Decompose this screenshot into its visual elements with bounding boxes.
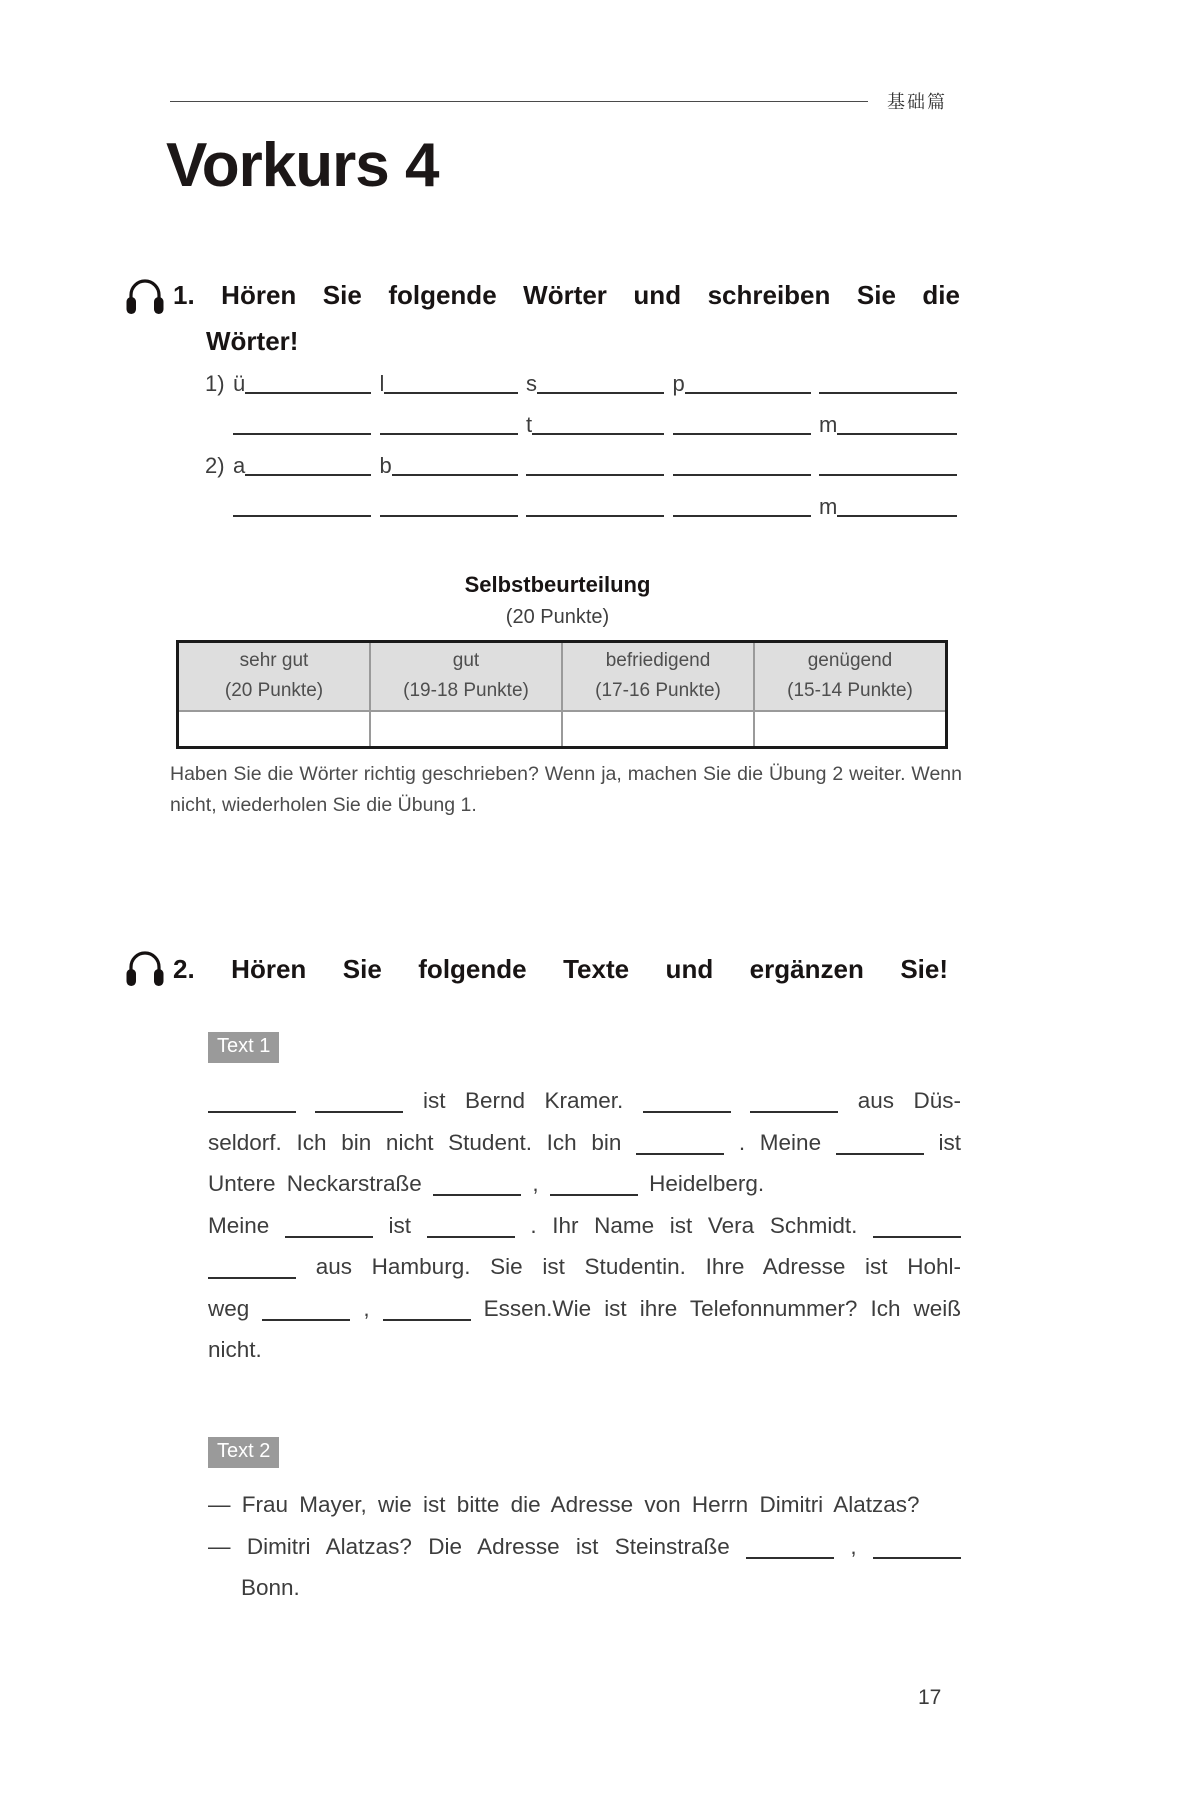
- fill-in-blank: [643, 1111, 731, 1113]
- row-number: 2): [205, 453, 225, 478]
- fill-in-blank: [746, 1557, 834, 1559]
- table-empty-cell: [563, 712, 755, 746]
- blank-cell: [526, 448, 664, 478]
- text1-line: Meine ist . Ihr Name ist Vera Schmidt.: [208, 1205, 961, 1247]
- text1-line: seldorf. Ich bin nicht Student. Ich bin . Meine ist: [208, 1129, 961, 1155]
- text1-line: weg , Essen.Wie ist ihre Telefonnummer? Ich weiß: [208, 1295, 961, 1321]
- text1-line: aus Hamburg. Sie ist Studentin. Ihre Adresse ist Hohl-: [208, 1246, 961, 1288]
- blank-cell: b: [380, 448, 518, 478]
- blank-line: [537, 392, 664, 394]
- blank-line: [837, 433, 957, 435]
- blank-cell: [819, 448, 957, 478]
- fill-in-blank: [433, 1194, 521, 1196]
- row-number: 1): [205, 371, 225, 396]
- fill-in-blank: [873, 1236, 961, 1238]
- blank-cell: [380, 407, 518, 437]
- blank-line: [392, 474, 518, 476]
- text2-body: [208, 1484, 961, 1609]
- headphones-icon: [123, 948, 167, 988]
- self-assessment-table: [176, 640, 948, 749]
- blank-line: [819, 392, 957, 394]
- table-header-row: [179, 643, 945, 712]
- blank-line: [837, 515, 957, 517]
- blank-line: [526, 474, 664, 476]
- fill-in-blank: [427, 1236, 515, 1238]
- fill-in-blank: [383, 1319, 471, 1321]
- blank-cell: [526, 489, 664, 519]
- self-assessment-subtitle: (20 Punkte): [505, 606, 610, 628]
- blank-line: [819, 474, 957, 476]
- header-rule: [170, 101, 868, 102]
- self-assessment-title: Selbstbeurteilung: [464, 572, 651, 597]
- fill-in-blank: [550, 1194, 638, 1196]
- blank-line: [673, 515, 811, 517]
- blank-cell: [673, 407, 811, 437]
- fill-in-blank: [836, 1153, 924, 1155]
- blank-line: [685, 392, 811, 394]
- fill-in-blank: [208, 1111, 296, 1113]
- text2-label: Text 2: [208, 1437, 279, 1468]
- blank-cell: l: [380, 366, 518, 396]
- exercise1-heading: [173, 272, 960, 364]
- text1-line: ist Bernd Kramer. aus Düs-: [208, 1080, 961, 1122]
- fill-in-blank: [208, 1277, 296, 1279]
- headphones-icon: [123, 276, 167, 316]
- exercise1-heading-line1: 1. Hören Sie folgende Wörter und schreiben Sie die: [173, 280, 960, 310]
- blank-cell: ü: [233, 366, 371, 396]
- exercise1-blanks-grid: [205, 366, 957, 530]
- fill-in-blank: [873, 1557, 961, 1559]
- table-body-row: [179, 712, 945, 746]
- blank-line: [532, 433, 664, 435]
- fill-in-blank: [636, 1153, 724, 1155]
- exercise1-heading-line2: Wörter!: [206, 326, 299, 356]
- blank-line: [673, 433, 811, 435]
- table-header-cell: befriedigend (17-16 Punkte): [563, 643, 755, 712]
- blank-cell: m: [819, 489, 957, 519]
- blank-cell: [380, 489, 518, 519]
- blank-line: [380, 515, 518, 517]
- blank-cell: a: [233, 448, 371, 478]
- text2-line: — Frau Mayer, wie ist bitte die Adresse von Herrn Dimitri Alatzas?: [208, 1492, 920, 1517]
- blanks-row-2: [205, 407, 957, 437]
- fill-in-blank: [315, 1111, 403, 1113]
- blank-cell: [673, 489, 811, 519]
- text1-line: nicht.: [208, 1337, 262, 1362]
- page-number: 17: [918, 1686, 942, 1709]
- blanks-row-1: [205, 366, 957, 396]
- blank-line: [245, 474, 371, 476]
- section-tag: 基础篇: [887, 92, 947, 112]
- blank-cell: p: [673, 366, 811, 396]
- blank-line: [673, 474, 811, 476]
- blank-cell: [233, 407, 371, 437]
- blank-line: [384, 392, 517, 394]
- blank-cell: m: [819, 407, 957, 437]
- blank-line: [233, 515, 371, 517]
- blank-line: [526, 515, 664, 517]
- blanks-row-4: [205, 489, 957, 519]
- text2-line: Bonn.: [241, 1575, 300, 1600]
- table-header-cell: gut (19-18 Punkte): [371, 643, 563, 712]
- blank-cell: [819, 366, 957, 396]
- fill-in-blank: [750, 1111, 838, 1113]
- exercise2-heading: 2. Hören Sie folgende Texte und ergänzen Sie!: [173, 954, 948, 984]
- blank-cell: s: [526, 366, 664, 396]
- text2-line: — Dimitri Alatzas? Die Adresse ist Steinstraße ,: [208, 1526, 961, 1568]
- table-header-cell: genügend (15-14 Punkte): [755, 643, 945, 712]
- text1-label: Text 1: [208, 1032, 279, 1063]
- text1-line: Untere Neckarstraße , Heidelberg.: [208, 1171, 765, 1196]
- exercise1-note: Haben Sie die Wörter richtig geschrieben? Wenn ja, machen Sie die Übung 2 weiter. Wenn nicht, wiederholen Sie die Übung 1.: [170, 763, 962, 816]
- blanks-row-3: [205, 448, 957, 478]
- text1-body: [208, 1080, 961, 1371]
- table-empty-cell: [179, 712, 371, 746]
- page-title: Vorkurs 4: [166, 131, 439, 200]
- table-header-cell: sehr gut (20 Punkte): [179, 643, 371, 712]
- fill-in-blank: [262, 1319, 350, 1321]
- blank-cell: [233, 489, 371, 519]
- table-empty-cell: [755, 712, 945, 746]
- blank-line: [380, 433, 518, 435]
- fill-in-blank: [285, 1236, 373, 1238]
- blank-cell: [673, 448, 811, 478]
- blank-cell: t: [526, 407, 664, 437]
- blank-line: [233, 433, 371, 435]
- table-empty-cell: [371, 712, 563, 746]
- blank-line: [245, 392, 371, 394]
